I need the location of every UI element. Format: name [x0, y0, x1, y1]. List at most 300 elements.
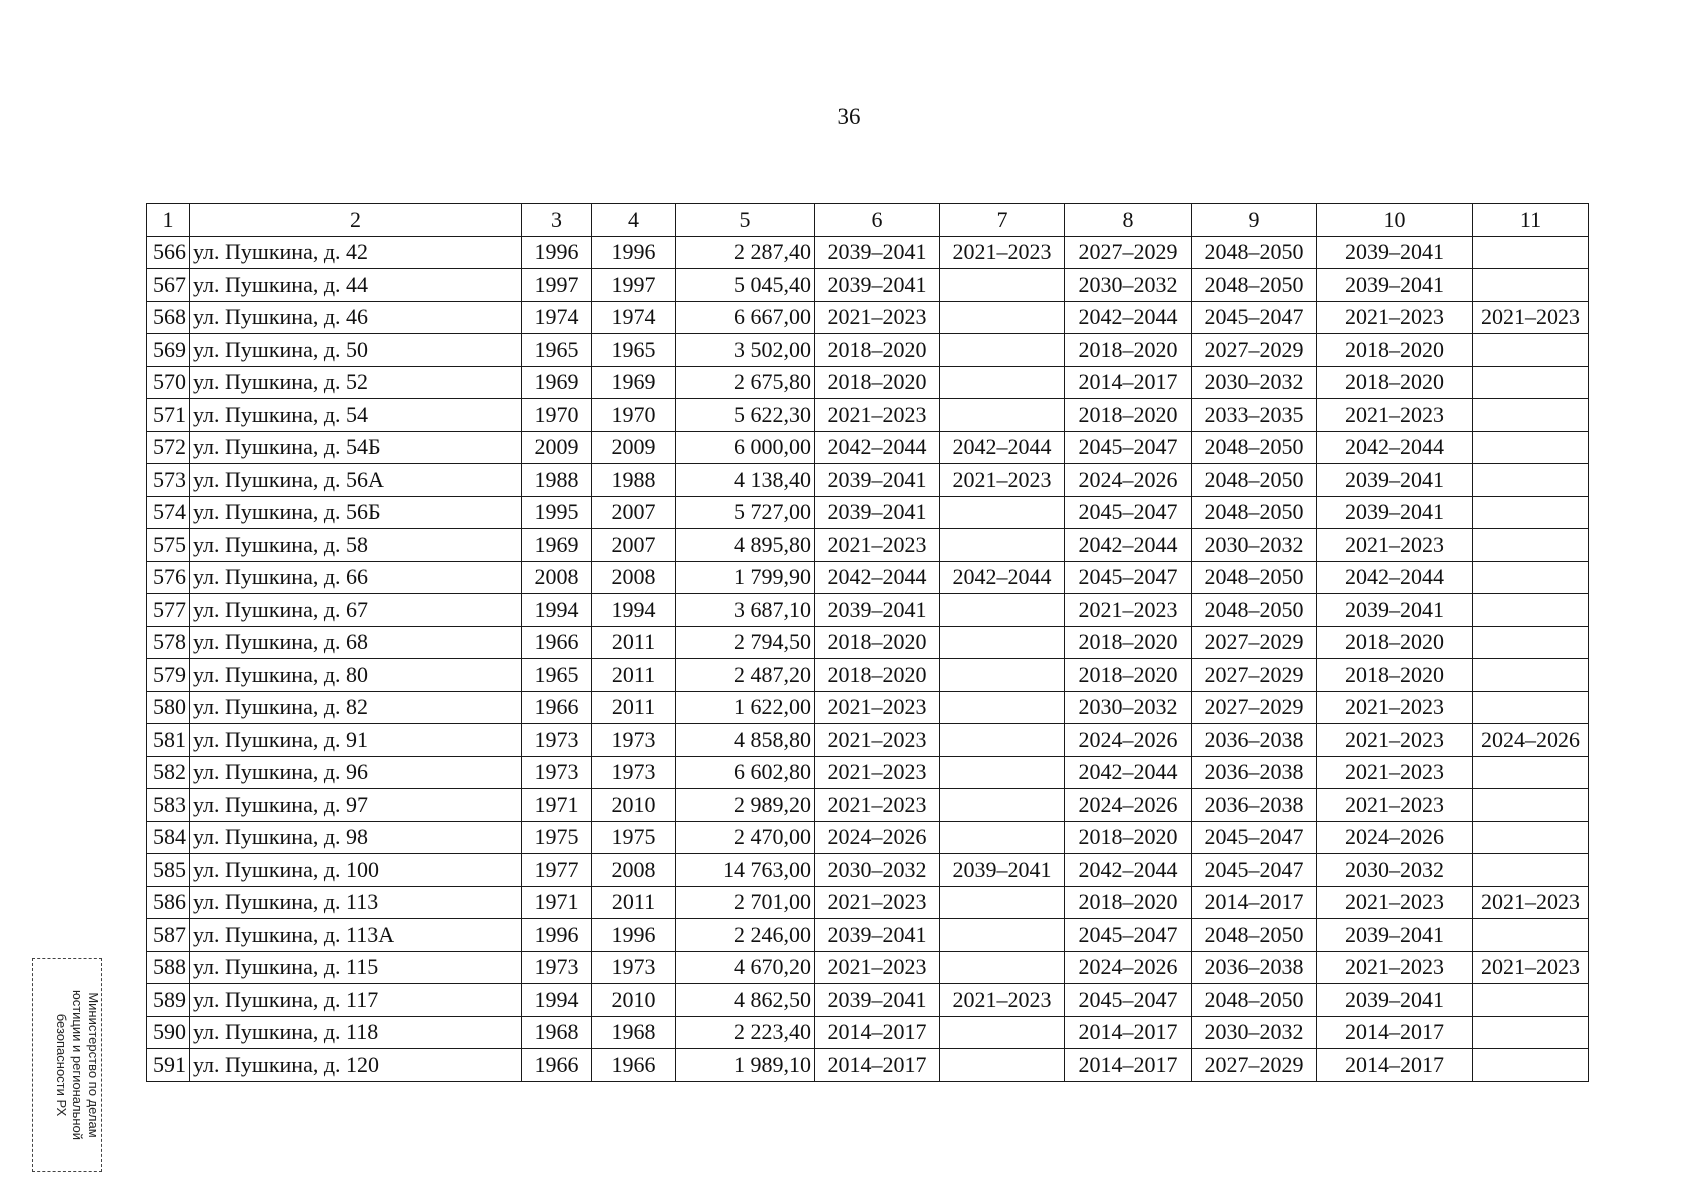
table-cell: 2018–2020	[1317, 626, 1473, 659]
table-cell: 1974	[592, 301, 676, 334]
table-cell: 2036–2038	[1192, 789, 1317, 822]
table-row	[147, 431, 1589, 464]
table-cell: 2018–2020	[1065, 626, 1192, 659]
table-cell: 2024–2026	[1317, 821, 1473, 854]
table-cell: 1975	[592, 821, 676, 854]
table-cell: 588	[147, 951, 190, 984]
table-cell: 4 138,40	[676, 464, 815, 497]
table-cell: 5 045,40	[676, 269, 815, 302]
table-cell: 2027–2029	[1192, 659, 1317, 692]
table-cell: 2048–2050	[1192, 984, 1317, 1017]
table-cell: 586	[147, 886, 190, 919]
table-row	[147, 399, 1589, 432]
table-cell: ул. Пушкина, д. 54Б	[190, 431, 522, 464]
table-cell: 2021–2023	[1317, 789, 1473, 822]
table-cell	[940, 366, 1065, 399]
table-cell: 1965	[522, 334, 592, 367]
table-cell: 2045–2047	[1065, 496, 1192, 529]
table-cell: 576	[147, 561, 190, 594]
stamp-line-2: юстиции и региональной	[70, 989, 85, 1141]
table-cell: 2018–2020	[1065, 334, 1192, 367]
table-cell: 2027–2029	[1192, 691, 1317, 724]
table-cell	[1473, 594, 1589, 627]
table-cell: 2036–2038	[1192, 756, 1317, 789]
table-cell: 2009	[522, 431, 592, 464]
table-cell: ул. Пушкина, д. 56А	[190, 464, 522, 497]
table-cell: 579	[147, 659, 190, 692]
table-cell: 1973	[522, 756, 592, 789]
table-cell: 2045–2047	[1192, 301, 1317, 334]
table-cell: 2039–2041	[1317, 919, 1473, 952]
register-table	[146, 203, 1589, 1082]
table-cell	[1473, 464, 1589, 497]
page-number: 36	[837, 104, 861, 129]
table-cell: 2 989,20	[676, 789, 815, 822]
table-cell: 2021–2023	[1473, 951, 1589, 984]
table-cell: 2018–2020	[1065, 886, 1192, 919]
table-cell: 2014–2017	[1065, 366, 1192, 399]
table-cell: 566	[147, 236, 190, 269]
table-cell: 2042–2044	[1065, 854, 1192, 887]
table-row	[147, 301, 1589, 334]
table-cell: 2008	[592, 561, 676, 594]
table-cell: 14 763,00	[676, 854, 815, 887]
table-cell: 2042–2044	[940, 431, 1065, 464]
table-row	[147, 789, 1589, 822]
table-cell: 2039–2041	[1317, 496, 1473, 529]
table-row	[147, 821, 1589, 854]
table-cell: ул. Пушкина, д. 54	[190, 399, 522, 432]
table-cell: 2027–2029	[1192, 334, 1317, 367]
table-cell: 2030–2032	[1192, 366, 1317, 399]
table-cell: 571	[147, 399, 190, 432]
table-cell: 2048–2050	[1192, 431, 1317, 464]
table-cell: 2042–2044	[815, 561, 940, 594]
table-cell	[940, 1016, 1065, 1049]
table-cell: 2011	[592, 691, 676, 724]
table-cell: 2039–2041	[815, 919, 940, 952]
table-cell: 2039–2041	[815, 269, 940, 302]
table-cell: 2010	[592, 789, 676, 822]
table-cell: 1988	[522, 464, 592, 497]
table-cell	[1473, 659, 1589, 692]
table-cell: 2018–2020	[1065, 399, 1192, 432]
table-cell: 2048–2050	[1192, 561, 1317, 594]
table-cell: 2021–2023	[815, 756, 940, 789]
table-row	[147, 854, 1589, 887]
table-cell: 2021–2023	[815, 789, 940, 822]
table-cell: 4 895,80	[676, 529, 815, 562]
table-row	[147, 236, 1589, 269]
table-cell: 3 502,00	[676, 334, 815, 367]
table-cell	[1473, 236, 1589, 269]
table-cell: 2014–2017	[1065, 1049, 1192, 1082]
table-cell: 2021–2023	[1317, 529, 1473, 562]
table-cell: 2048–2050	[1192, 464, 1317, 497]
table-row	[147, 464, 1589, 497]
table-cell: 2018–2020	[815, 659, 940, 692]
table-cell: 1973	[592, 756, 676, 789]
table-cell: 2007	[592, 529, 676, 562]
table-cell: 2024–2026	[1065, 724, 1192, 757]
table-cell: 2042–2044	[1065, 529, 1192, 562]
table-cell: ул. Пушкина, д. 46	[190, 301, 522, 334]
table-cell: 1997	[592, 269, 676, 302]
table-cell: 2011	[592, 886, 676, 919]
table-cell: 1973	[592, 724, 676, 757]
column-header: 9	[1192, 204, 1317, 237]
table-cell	[1473, 399, 1589, 432]
table-cell: ул. Пушкина, д. 82	[190, 691, 522, 724]
table-cell: 4 670,20	[676, 951, 815, 984]
table-cell: 2018–2020	[1317, 334, 1473, 367]
table-cell	[940, 821, 1065, 854]
table-cell: 2024–2026	[815, 821, 940, 854]
table-cell: ул. Пушкина, д. 42	[190, 236, 522, 269]
table-cell: 587	[147, 919, 190, 952]
table-row	[147, 984, 1589, 1017]
table-cell: 5 727,00	[676, 496, 815, 529]
table-cell	[940, 886, 1065, 919]
column-header: 5	[676, 204, 815, 237]
table-cell: 2045–2047	[1065, 984, 1192, 1017]
table-cell: 2021–2023	[1065, 594, 1192, 627]
table-cell: 1997	[522, 269, 592, 302]
table-cell	[940, 269, 1065, 302]
table-cell: 2042–2044	[940, 561, 1065, 594]
table-cell: 2014–2017	[1192, 886, 1317, 919]
table-cell: 2042–2044	[1065, 301, 1192, 334]
table-cell: 2045–2047	[1065, 431, 1192, 464]
table-cell: 2014–2017	[1317, 1016, 1473, 1049]
table-cell: 2018–2020	[1065, 659, 1192, 692]
table-cell: 1973	[522, 724, 592, 757]
table-cell: 1970	[592, 399, 676, 432]
table-cell	[940, 659, 1065, 692]
table-body	[147, 236, 1589, 1081]
table-cell: 1968	[522, 1016, 592, 1049]
table-cell: 2014–2017	[815, 1016, 940, 1049]
table-row	[147, 756, 1589, 789]
table-cell: 2021–2023	[1317, 399, 1473, 432]
table-row	[147, 496, 1589, 529]
table-cell: 589	[147, 984, 190, 1017]
table-cell: 2036–2038	[1192, 724, 1317, 757]
table-cell: 1971	[522, 886, 592, 919]
table-cell: 1994	[592, 594, 676, 627]
table-cell: ул. Пушкина, д. 67	[190, 594, 522, 627]
table-cell: 2021–2023	[815, 886, 940, 919]
table-cell	[1473, 269, 1589, 302]
table-cell: 2021–2023	[1317, 301, 1473, 334]
table-cell: 2039–2041	[815, 594, 940, 627]
table-cell: 2030–2032	[1192, 1016, 1317, 1049]
table-cell: 584	[147, 821, 190, 854]
table-cell: 2014–2017	[815, 1049, 940, 1082]
table-cell: 583	[147, 789, 190, 822]
table-cell	[940, 529, 1065, 562]
column-header: 4	[592, 204, 676, 237]
table-cell: 1968	[592, 1016, 676, 1049]
table-cell	[1473, 821, 1589, 854]
table-cell: 2042–2044	[1065, 756, 1192, 789]
table-cell: 2010	[592, 984, 676, 1017]
header-row	[147, 204, 1589, 237]
table-row	[147, 1049, 1589, 1082]
table-cell: 2030–2032	[1317, 854, 1473, 887]
table-cell	[1473, 1016, 1589, 1049]
table-cell: 2039–2041	[815, 984, 940, 1017]
table-cell: 569	[147, 334, 190, 367]
table-cell: 2039–2041	[815, 496, 940, 529]
table-cell: 2039–2041	[815, 236, 940, 269]
table-cell	[940, 691, 1065, 724]
table-cell: ул. Пушкина, д. 68	[190, 626, 522, 659]
table-cell: 2007	[592, 496, 676, 529]
table-cell: 1966	[522, 626, 592, 659]
table-cell: ул. Пушкина, д. 50	[190, 334, 522, 367]
table-row	[147, 269, 1589, 302]
table-header	[147, 204, 1589, 237]
table-cell	[940, 951, 1065, 984]
table-cell: 2027–2029	[1192, 626, 1317, 659]
table-cell: 2021–2023	[815, 529, 940, 562]
table-cell: 2048–2050	[1192, 496, 1317, 529]
table-cell: ул. Пушкина, д. 117	[190, 984, 522, 1017]
table-cell: 2027–2029	[1192, 1049, 1317, 1082]
table-cell: 1973	[592, 951, 676, 984]
table-cell	[940, 496, 1065, 529]
table-cell: 2 487,20	[676, 659, 815, 692]
table-cell: 1 799,90	[676, 561, 815, 594]
table-cell: 2009	[592, 431, 676, 464]
table-row	[147, 724, 1589, 757]
table-cell	[1473, 529, 1589, 562]
table-cell: 2 223,40	[676, 1016, 815, 1049]
table-cell	[940, 399, 1065, 432]
table-cell: 580	[147, 691, 190, 724]
table-row	[147, 594, 1589, 627]
table-cell	[1473, 496, 1589, 529]
table-cell: 2039–2041	[1317, 236, 1473, 269]
table-cell	[1473, 984, 1589, 1017]
table-row	[147, 626, 1589, 659]
table-cell	[940, 594, 1065, 627]
column-header: 7	[940, 204, 1065, 237]
column-header: 1	[147, 204, 190, 237]
table-cell: ул. Пушкина, д. 58	[190, 529, 522, 562]
table-row	[147, 919, 1589, 952]
table-cell: 568	[147, 301, 190, 334]
table-cell: 2024–2026	[1065, 951, 1192, 984]
table-cell: 585	[147, 854, 190, 887]
table-cell: 1973	[522, 951, 592, 984]
table-cell: 581	[147, 724, 190, 757]
table-cell: 2 287,40	[676, 236, 815, 269]
table-cell: 1969	[522, 366, 592, 399]
table-cell: ул. Пушкина, д. 118	[190, 1016, 522, 1049]
table-cell: 2021–2023	[1317, 691, 1473, 724]
table-cell: 591	[147, 1049, 190, 1082]
table-cell: 2021–2023	[815, 399, 940, 432]
table-cell: 1966	[592, 1049, 676, 1082]
table-cell: 2021–2023	[940, 984, 1065, 1017]
table-cell: 2018–2020	[1317, 659, 1473, 692]
table-cell: 2039–2041	[1317, 464, 1473, 497]
table-cell: 2021–2023	[1473, 301, 1589, 334]
table-cell: ул. Пушкина, д. 100	[190, 854, 522, 887]
table-cell: 2 470,00	[676, 821, 815, 854]
column-header: 11	[1473, 204, 1589, 237]
table-cell: 1 622,00	[676, 691, 815, 724]
table-cell: 2024–2026	[1473, 724, 1589, 757]
table-cell: ул. Пушкина, д. 97	[190, 789, 522, 822]
table-cell: 2008	[592, 854, 676, 887]
table-cell: 1969	[592, 366, 676, 399]
table-cell: 2018–2020	[815, 334, 940, 367]
table-cell: 2042–2044	[815, 431, 940, 464]
table-cell: 1996	[522, 919, 592, 952]
table-cell: 6 602,80	[676, 756, 815, 789]
table-cell: 2039–2041	[940, 854, 1065, 887]
table-cell: 1966	[522, 1049, 592, 1082]
table-cell: 2018–2020	[815, 626, 940, 659]
table-cell: 2021–2023	[815, 951, 940, 984]
table-cell: 1969	[522, 529, 592, 562]
table-cell	[940, 789, 1065, 822]
table-cell	[1473, 756, 1589, 789]
table-cell: 2030–2032	[815, 854, 940, 887]
column-header: 6	[815, 204, 940, 237]
table-cell: 2021–2023	[940, 236, 1065, 269]
table-cell	[1473, 691, 1589, 724]
table-cell: 4 858,80	[676, 724, 815, 757]
table-cell: 1975	[522, 821, 592, 854]
table-cell: 2042–2044	[1317, 431, 1473, 464]
table-cell: 2030–2032	[1192, 529, 1317, 562]
table-cell: ул. Пушкина, д. 66	[190, 561, 522, 594]
table-cell: 1965	[592, 334, 676, 367]
table-row	[147, 691, 1589, 724]
table-cell: 2011	[592, 659, 676, 692]
table-cell	[940, 334, 1065, 367]
table-cell	[940, 301, 1065, 334]
table-row	[147, 334, 1589, 367]
table-cell: 2018–2020	[1065, 821, 1192, 854]
column-header: 3	[522, 204, 592, 237]
table-cell: 1966	[522, 691, 592, 724]
table-cell: 6 667,00	[676, 301, 815, 334]
table-cell	[940, 1049, 1065, 1082]
table-cell: 1 989,10	[676, 1049, 815, 1082]
table-cell: 2030–2032	[1065, 691, 1192, 724]
column-header: 2	[190, 204, 522, 237]
table-cell: 1995	[522, 496, 592, 529]
table-cell: 5 622,30	[676, 399, 815, 432]
table-cell: ул. Пушкина, д. 56Б	[190, 496, 522, 529]
table-cell	[940, 724, 1065, 757]
table-cell: 578	[147, 626, 190, 659]
table-cell: ул. Пушкина, д. 52	[190, 366, 522, 399]
column-header: 8	[1065, 204, 1192, 237]
table-cell: 2021–2023	[815, 691, 940, 724]
table-cell: 2033–2035	[1192, 399, 1317, 432]
table-cell: 567	[147, 269, 190, 302]
table-cell: 2014–2017	[1317, 1049, 1473, 1082]
table-cell: 2011	[592, 626, 676, 659]
table-cell: 2 246,00	[676, 919, 815, 952]
table-cell: 1996	[592, 919, 676, 952]
table-cell: 2048–2050	[1192, 236, 1317, 269]
table-cell: 2027–2029	[1065, 236, 1192, 269]
table-row	[147, 529, 1589, 562]
table-cell: 2021–2023	[1317, 886, 1473, 919]
table-cell: 2045–2047	[1192, 821, 1317, 854]
table-cell	[1473, 334, 1589, 367]
table-cell: 2024–2026	[1065, 464, 1192, 497]
table-row	[147, 561, 1589, 594]
table-row	[147, 366, 1589, 399]
table-cell: 1971	[522, 789, 592, 822]
table-cell	[1473, 626, 1589, 659]
table-cell: 2018–2020	[815, 366, 940, 399]
table-cell: 2039–2041	[1317, 269, 1473, 302]
table-cell: 2039–2041	[1317, 984, 1473, 1017]
table-cell: 2024–2026	[1065, 789, 1192, 822]
table-cell: 1996	[592, 236, 676, 269]
table-cell: 2048–2050	[1192, 919, 1317, 952]
table-cell: 2048–2050	[1192, 594, 1317, 627]
table-cell: 2039–2041	[1317, 594, 1473, 627]
table-cell: 570	[147, 366, 190, 399]
table-cell	[1473, 1049, 1589, 1082]
table-cell: 4 862,50	[676, 984, 815, 1017]
stamp-line-3: безопасности РХ	[54, 1013, 69, 1117]
table-cell: ул. Пушкина, д. 113А	[190, 919, 522, 952]
table-cell: ул. Пушкина, д. 91	[190, 724, 522, 757]
stamp-line-1: Министерство по делам	[86, 992, 101, 1138]
table-cell	[940, 919, 1065, 952]
table-row	[147, 1016, 1589, 1049]
table-cell: 2045–2047	[1192, 854, 1317, 887]
table-cell: 2014–2017	[1065, 1016, 1192, 1049]
table-cell: 2036–2038	[1192, 951, 1317, 984]
table-cell: 2048–2050	[1192, 269, 1317, 302]
table-row	[147, 886, 1589, 919]
table-cell: 582	[147, 756, 190, 789]
table-cell: ул. Пушкина, д. 115	[190, 951, 522, 984]
table-cell: ул. Пушкина, д. 80	[190, 659, 522, 692]
table-cell	[1473, 789, 1589, 822]
table-cell: 2021–2023	[1317, 724, 1473, 757]
table-cell	[940, 756, 1065, 789]
table-cell: 574	[147, 496, 190, 529]
table-cell: 2021–2023	[815, 301, 940, 334]
table-cell	[1473, 854, 1589, 887]
table-cell: 1994	[522, 984, 592, 1017]
table-cell: 2021–2023	[1317, 756, 1473, 789]
registration-stamp	[32, 958, 102, 1172]
table-cell: ул. Пушкина, д. 96	[190, 756, 522, 789]
table-cell: ул. Пушкина, д. 98	[190, 821, 522, 854]
table-cell: 2 701,00	[676, 886, 815, 919]
table-cell: 2045–2047	[1065, 561, 1192, 594]
table-cell: 6 000,00	[676, 431, 815, 464]
table-cell: 2021–2023	[1473, 886, 1589, 919]
table-cell: 573	[147, 464, 190, 497]
table-cell: 577	[147, 594, 190, 627]
table-cell: 2008	[522, 561, 592, 594]
